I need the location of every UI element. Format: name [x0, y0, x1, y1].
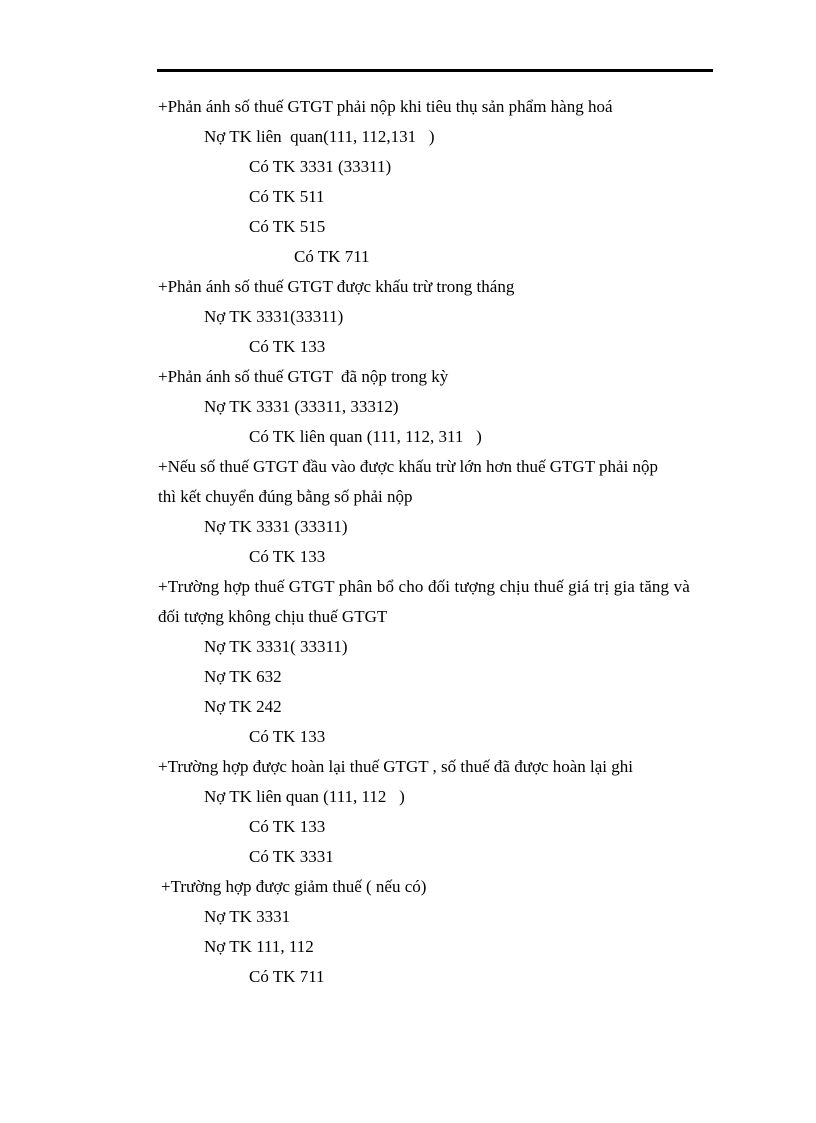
debit-line: Nợ TK liên quan(111, 112,131 ): [204, 127, 435, 146]
heading-line: đối tượng không chịu thuế GTGT: [158, 607, 388, 626]
credit-line: Có TK 511: [249, 187, 325, 206]
credit-line: Có TK 515: [249, 217, 326, 236]
credit-line: Có TK liên quan (111, 112, 311 ): [249, 427, 482, 446]
debit-line: Nợ TK 3331: [204, 907, 291, 926]
credit-line: Có TK 3331: [249, 847, 334, 866]
heading-line: +Phản ánh số thuế GTGT được khấu trừ trong tháng: [158, 277, 515, 296]
credit-line: Có TK 133: [249, 337, 326, 356]
debit-line: Nợ TK 242: [204, 697, 282, 716]
debit-line: Nợ TK liên quan (111, 112 ): [204, 787, 405, 806]
heading-line: +Phản ánh số thuế GTGT đã nộp trong kỳ: [158, 367, 449, 386]
debit-line: Nợ TK 3331 (33311): [204, 517, 348, 536]
credit-line: Có TK 711: [249, 967, 325, 986]
credit-line: Có TK 133: [249, 727, 326, 746]
debit-line: Nợ TK 3331 (33311, 33312): [204, 397, 399, 416]
heading-line: +Trường hợp thuế GTGT phân bổ cho đối tượng chịu thuế giá trị gia tăng và: [158, 577, 690, 596]
debit-line: Nợ TK 111, 112: [204, 937, 314, 956]
heading-line: +Phản ánh số thuế GTGT phải nộp khi tiêu thụ sản phẩm hàng hoá: [158, 97, 613, 116]
heading-line: +Nếu số thuế GTGT đầu vào được khấu trừ lớn hơn thuế GTGT phải nộp: [158, 457, 659, 476]
credit-line: Có TK 711: [294, 247, 370, 266]
credit-line: Có TK 133: [249, 547, 326, 566]
credit-line: Có TK 133: [249, 817, 326, 836]
heading-line: +Trường hợp được giảm thuế ( nếu có): [161, 877, 427, 896]
credit-line: Có TK 3331 (33311): [249, 157, 392, 176]
debit-line: Nợ TK 632: [204, 667, 282, 686]
heading-line: thì kết chuyển đúng bằng số phải nộp: [158, 487, 413, 506]
heading-line: +Trường hợp được hoàn lại thuế GTGT , số thuế đã được hoàn lại ghi: [158, 757, 633, 776]
debit-line: Nợ TK 3331( 33311): [204, 637, 348, 656]
debit-line: Nợ TK 3331(33311): [204, 307, 344, 326]
header-rule: [157, 69, 713, 72]
